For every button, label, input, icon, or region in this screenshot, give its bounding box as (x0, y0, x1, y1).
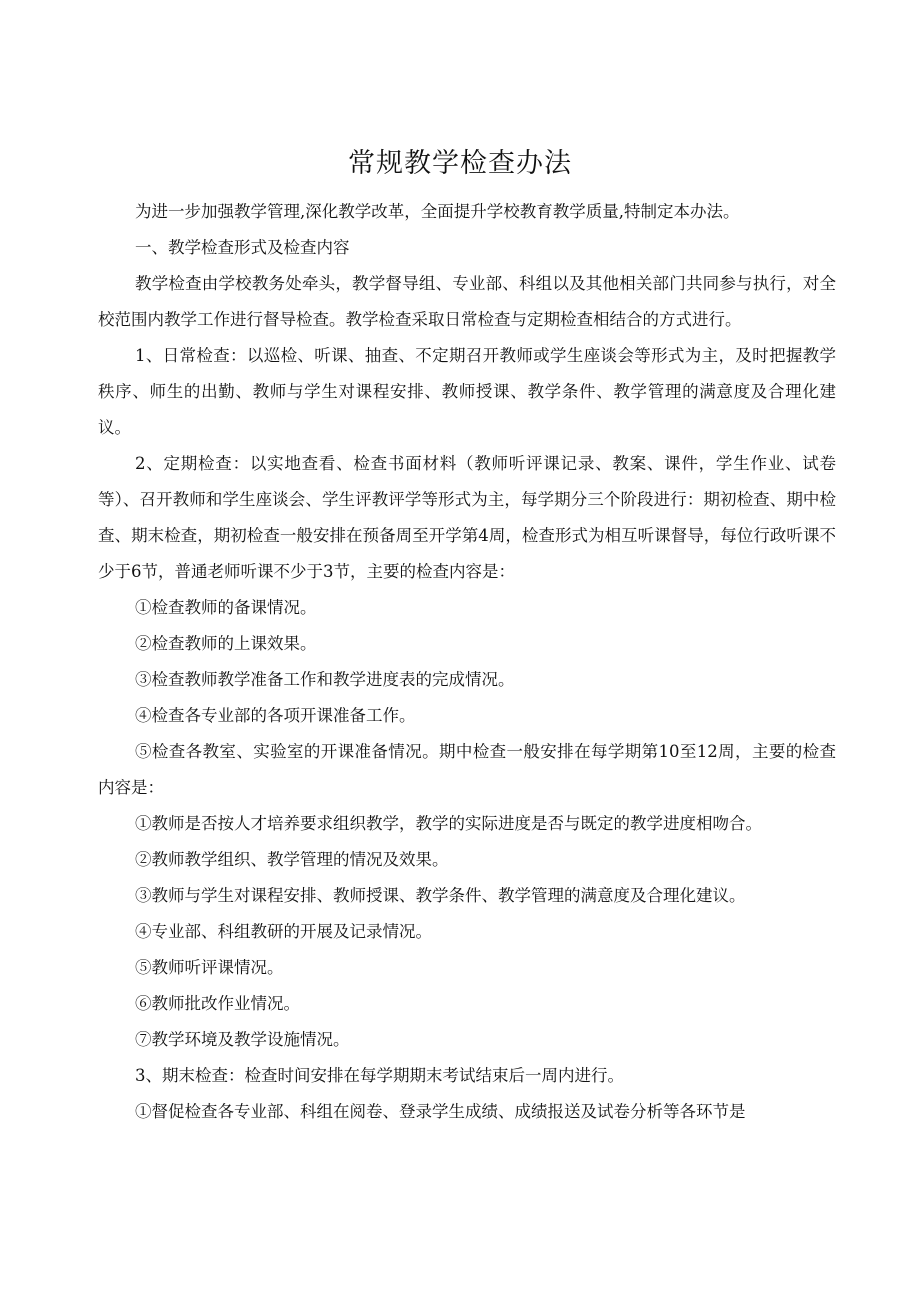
list-item: ①检查教师的备课情况。 (135, 598, 317, 617)
list-item: ③检查教师教学准备工作和教学进度表的完成情况。 (135, 670, 515, 689)
list-item: ⑥教师批改作业情况。 (135, 994, 300, 1013)
list-item: ⑤检查各教室、实验室的开课准备情况。期中检查一般安排在每学期第10至12周，主要的检查内容是： (98, 742, 836, 797)
list-item: ⑤教师听评课情况。 (135, 958, 284, 977)
list-item: ④检查各专业部的各项开课准备工作。 (135, 706, 416, 725)
list-item: ⑦教学环境及教学设施情况。 (135, 1030, 350, 1049)
list-item: ④专业部、科组教研的开展及记录情况。 (135, 922, 432, 941)
list-item: ①教师是否按人才培养要求组织教学，教学的实际进度是否与既定的教学进度相吻合。 (135, 814, 762, 833)
daily-check-paragraph: 1、日常检查：以巡检、听课、抽查、不定期召开教师或学生座谈会等形式为主，及时把握教学秩序、师生的出勤、教师与学生对课程安排、教师授课、教学条件、教学管理的满意度及合理化建议。 (98, 346, 836, 437)
document-title: 常规教学检查办法 (348, 148, 572, 179)
overview-paragraph: 教学检查由学校教务处牵头，教学督导组、专业部、科组以及其他相关部门共同参与执行，对全校范围内教学工作进行督导检查。教学检查采取日常检查与定期检查相结合的方式进行。 (98, 274, 836, 329)
list-item: ②检查教师的上课效果。 (135, 634, 317, 653)
list-item: ①督促检查各专业部、科组在阅卷、登录学生成绩、成绩报送及试卷分析等各环节是 (135, 1102, 746, 1121)
section-heading: 一、教学检查形式及检查内容 (135, 238, 350, 257)
list-item: ③教师与学生对课程安排、教师授课、教学条件、教学管理的满意度及合理化建议。 (135, 886, 746, 905)
intro-paragraph: 为进一步加强教学管理,深化教学改革，全面提升学校教育教学质量,特制定本办法。 (135, 202, 740, 221)
list-item: ②教师教学组织、教学管理的情况及效果。 (135, 850, 449, 869)
final-check-paragraph: 3、期末检查：检查时间安排在每学期期末考试结束后一周内进行。 (135, 1066, 624, 1085)
document-body (98, 194, 836, 1130)
periodic-check-paragraph: 2、定期检查：以实地查看、检查书面材料（教师听评课记录、教案、课件，学生作业、试卷等）、召开教师和学生座谈会、学生评教评学等形式为主，每学期分三个阶段进行：期初检查、期中检查、期末检查，期初检查一般安排在预备周至开学第4周，检查形式为相互听课督导，每位行政听课不少于6节，普通老师听课不少于3节，主要的检查内容是： (98, 454, 836, 581)
